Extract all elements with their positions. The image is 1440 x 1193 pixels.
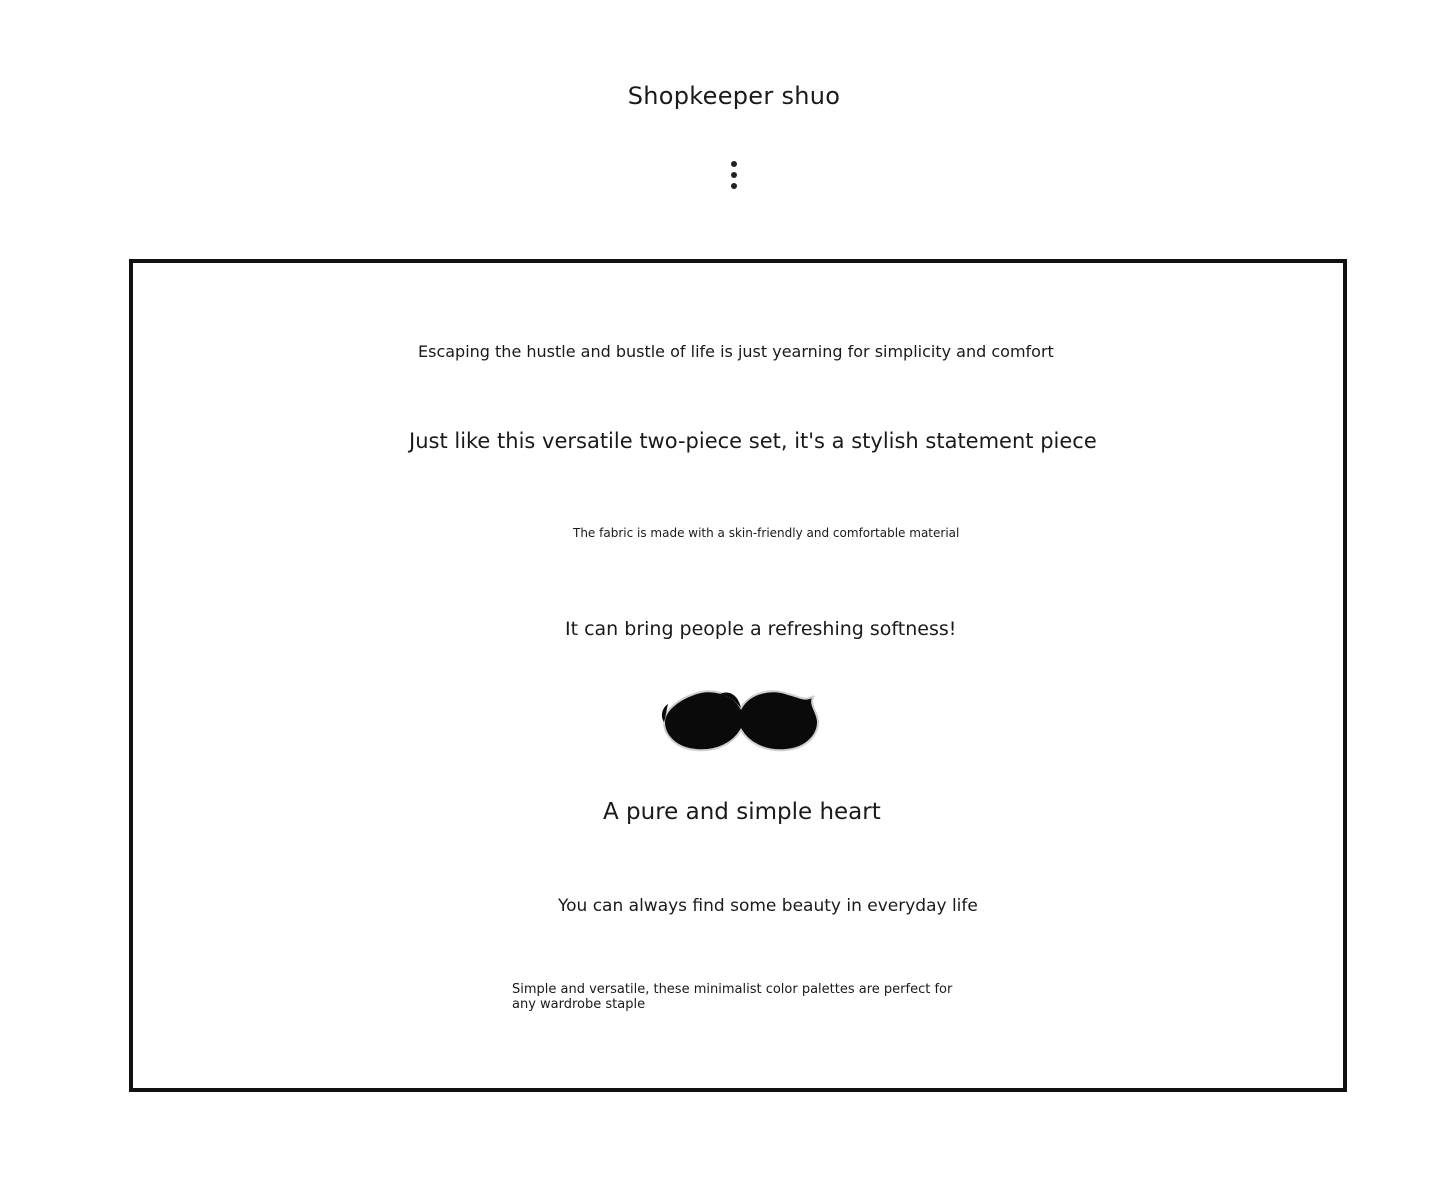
- content-frame: [129, 259, 1347, 1092]
- text-line-pure-heart: A pure and simple heart: [603, 799, 881, 825]
- page-title: Shopkeeper shuo: [627, 82, 841, 110]
- text-line-softness: It can bring people a refreshing softness!: [565, 618, 957, 640]
- text-line-versatile: Simple and versatile, these minimalist color palettes are perfect for any wardrobe staple: [512, 982, 953, 1012]
- vertical-ellipsis-icon: [728, 160, 740, 190]
- mustache-icon: [658, 686, 824, 754]
- text-line-beauty: You can always find some beauty in everyday life: [558, 896, 978, 916]
- text-line-fabric: The fabric is made with a skin-friendly and comfortable material: [573, 526, 960, 540]
- text-line-two-piece: Just like this versatile two-piece set, it's a stylish statement piece: [409, 429, 1097, 453]
- text-line-escaping: Escaping the hustle and bustle of life is just yearning for simplicity and comfort: [418, 342, 1054, 361]
